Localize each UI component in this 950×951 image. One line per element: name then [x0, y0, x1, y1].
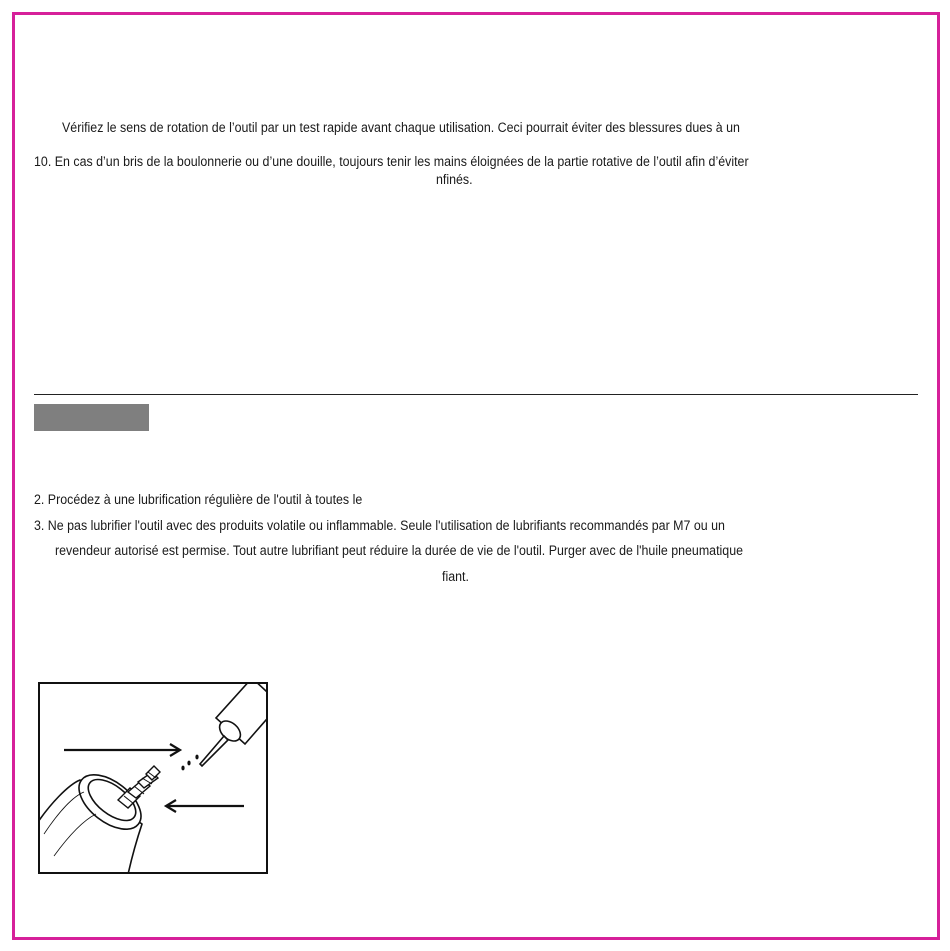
safety-line-1: Vérifiez le sens de rotation de l’outil par un test rapide avant chaque utilisation. Ceci pourrait éviter des blessures dues à un [62, 120, 740, 135]
maintenance-item-3-line-1: 3. Ne pas lubrifier l'outil avec des produits volatile ou inflammable. Seule l'utilisation de lubrifiants recommandés par M7 ou un [34, 518, 725, 533]
section-divider [34, 394, 918, 395]
safety-item-10: 10. En cas d’un bris de la boulonnerie ou d’une douille, toujours tenir les mains éloignées de la partie rotative de l’outil afin d’éviter [34, 154, 749, 169]
lubrication-illustration [38, 682, 268, 874]
safety-item-10-continuation: nfinés. [436, 172, 473, 187]
maintenance-item-3-line-3: fiant. [442, 569, 469, 584]
oiling-air-inlet-icon [40, 684, 268, 874]
maintenance-item-2: 2. Procédez à une lubrification régulière de l'outil à toutes le [34, 492, 363, 507]
section-header-tab [34, 404, 149, 431]
maintenance-item-3-line-2: revendeur autorisé est permise. Tout autre lubrifiant peut réduire la durée de vie de l'outil. Purger avec de l'huile pneumatique [55, 543, 744, 558]
